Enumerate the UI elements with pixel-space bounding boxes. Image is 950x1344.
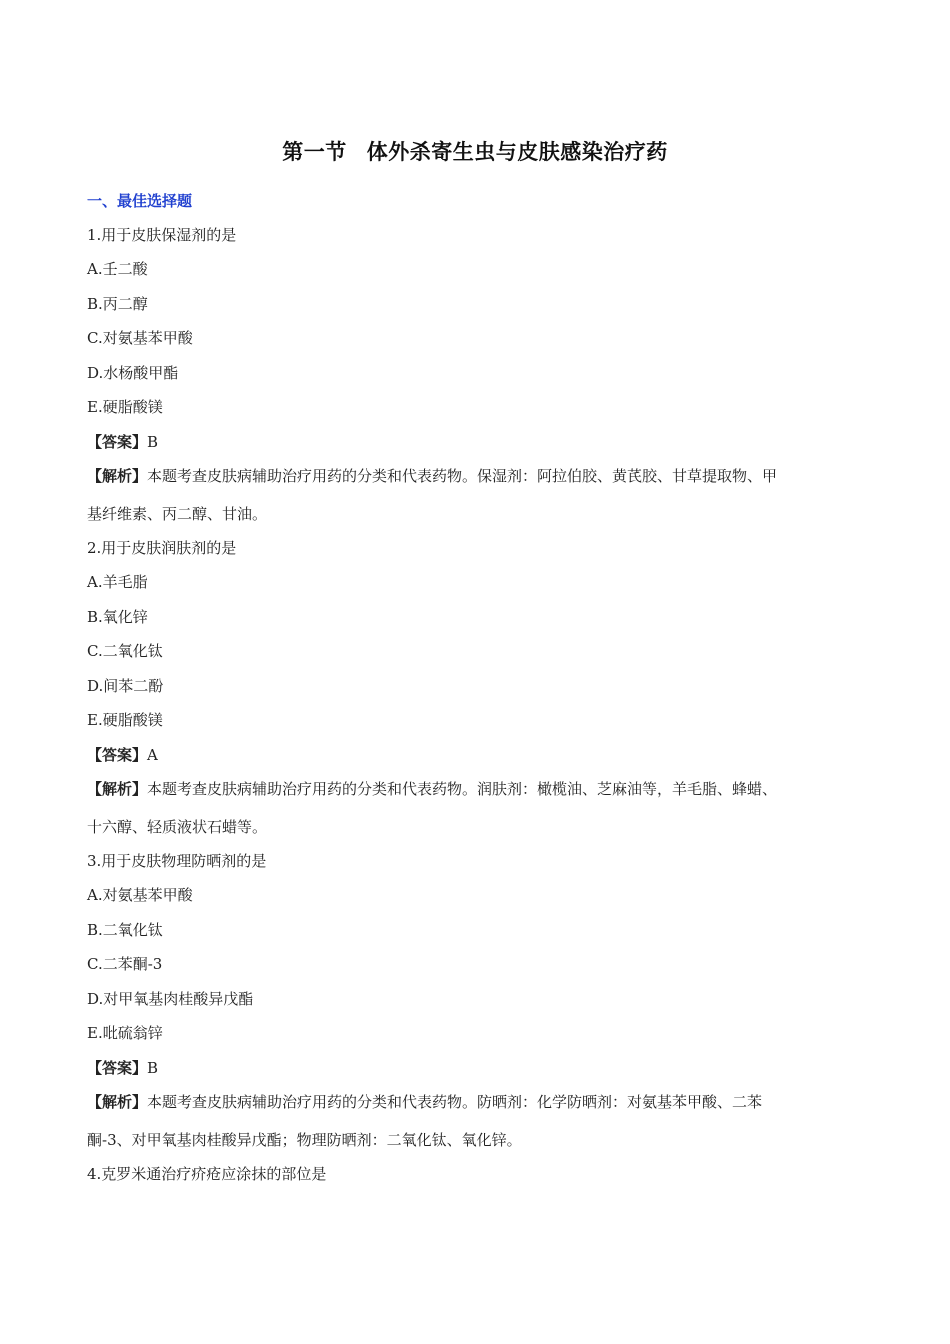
analysis-continuation: 十六醇、轻质液状石蜡等。 bbox=[87, 818, 268, 836]
analysis-text: 本题考查皮肤病辅助治疗用药的分类和代表药物。保湿剂：阿拉伯胶、黄芪胶、甘草提取物、甲 bbox=[147, 467, 778, 485]
option: C.二氧化钛 bbox=[87, 642, 163, 660]
option: A.羊毛脂 bbox=[87, 573, 148, 591]
analysis-line bbox=[87, 466, 877, 486]
answer-line bbox=[87, 432, 877, 452]
answer-value: B bbox=[147, 433, 159, 451]
option: B.丙二醇 bbox=[87, 295, 148, 313]
option: E.吡硫翁锌 bbox=[87, 1024, 163, 1042]
answer-line bbox=[87, 745, 877, 765]
answer-label: 【答案】 bbox=[87, 746, 148, 764]
option: D.水杨酸甲酯 bbox=[87, 364, 179, 382]
question-stem: 2.用于皮肤润肤剂的是 bbox=[87, 539, 237, 557]
chapter-title: 体外杀寄生虫与皮肤感染治疗药 bbox=[366, 140, 668, 164]
page-title bbox=[0, 136, 950, 166]
option: E.硬脂酸镁 bbox=[87, 398, 163, 416]
analysis-label: 【解析】 bbox=[87, 780, 148, 798]
analysis-text: 本题考查皮肤病辅助治疗用药的分类和代表药物。润肤剂：橄榄油、芝麻油等，羊毛脂、蜂蜡、 bbox=[147, 780, 778, 798]
answer-value: A bbox=[147, 746, 158, 764]
analysis-text: 本题考查皮肤病辅助治疗用药的分类和代表药物。防晒剂：化学防晒剂：对氨基苯甲酸、二苯 bbox=[147, 1093, 763, 1111]
answer-label: 【答案】 bbox=[87, 433, 148, 451]
option: A.壬二酸 bbox=[87, 260, 148, 278]
analysis-label: 【解析】 bbox=[87, 1093, 148, 1111]
question-stem: 4.克罗米通治疗疥疮应涂抹的部位是 bbox=[87, 1165, 327, 1183]
section-heading: 一、最佳选择题 bbox=[87, 192, 193, 210]
option: A.对氨基苯甲酸 bbox=[87, 886, 193, 904]
question-stem: 1.用于皮肤保湿剂的是 bbox=[87, 226, 237, 244]
answer-value: B bbox=[147, 1059, 159, 1077]
option: D.间苯二酚 bbox=[87, 677, 164, 695]
option: B.氧化锌 bbox=[87, 608, 148, 626]
analysis-continuation: 酮-3、对甲氧基肉桂酸异戊酯；物理防晒剂：二氧化钛、氧化锌。 bbox=[87, 1131, 522, 1149]
chapter-number: 第一节 bbox=[282, 140, 347, 164]
analysis-line bbox=[87, 779, 877, 799]
question-stem: 3.用于皮肤物理防晒剂的是 bbox=[87, 852, 267, 870]
option: E.硬脂酸镁 bbox=[87, 711, 163, 729]
answer-label: 【答案】 bbox=[87, 1059, 148, 1077]
option: D.对甲氧基肉桂酸异戊酯 bbox=[87, 990, 254, 1008]
analysis-line bbox=[87, 1092, 877, 1112]
option: C.对氨基苯甲酸 bbox=[87, 329, 193, 347]
analysis-label: 【解析】 bbox=[87, 467, 148, 485]
option: B.二氧化钛 bbox=[87, 921, 163, 939]
answer-line bbox=[87, 1058, 877, 1078]
analysis-continuation: 基纤维素、丙二醇、甘油。 bbox=[87, 505, 268, 523]
option: C.二苯酮-3 bbox=[87, 955, 163, 973]
